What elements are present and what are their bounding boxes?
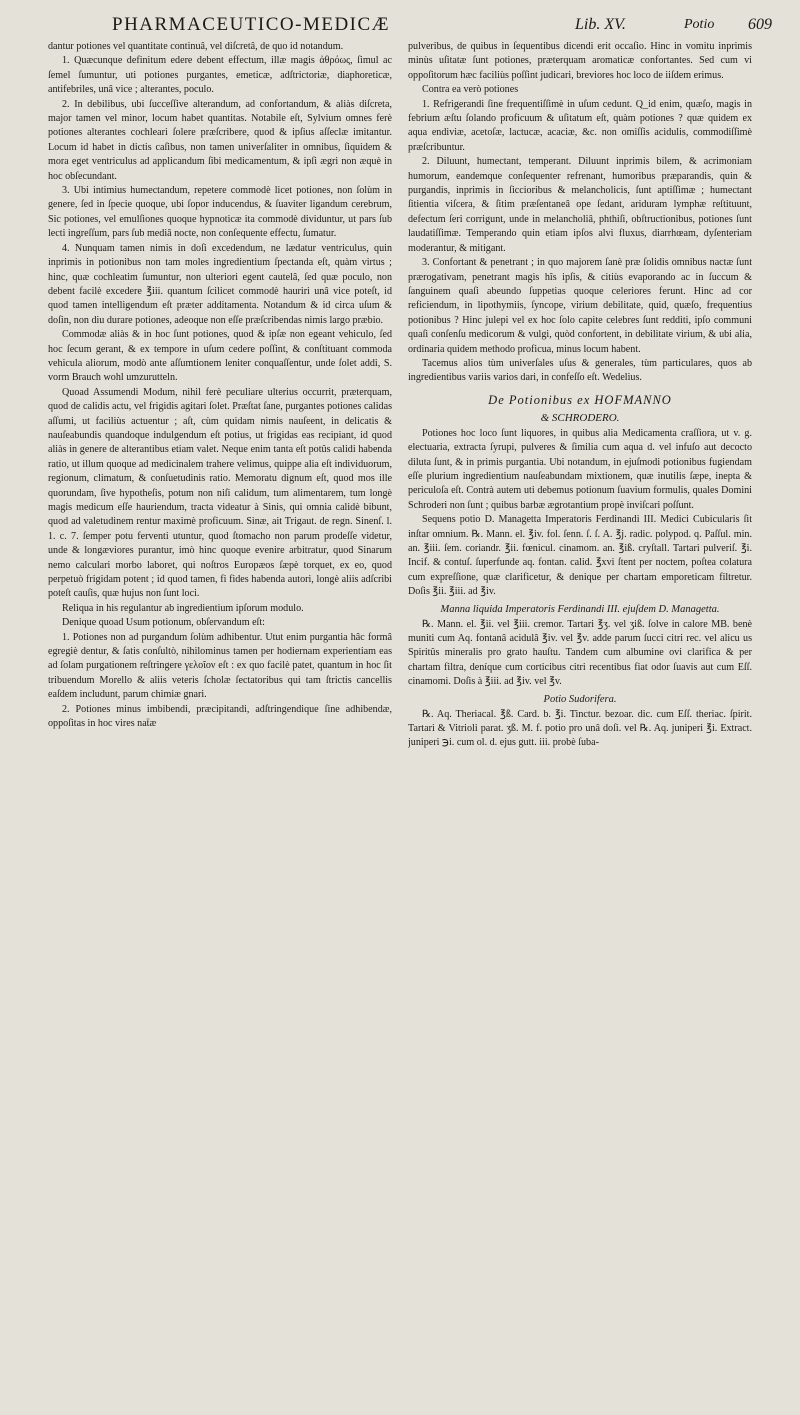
paragraph: 1. Quæcunque definitum edere debent effectum, illæ magis ἀθρόως, ſimul ac ſemel ſumuntur, uti potiones purgantes, emeticæ, adſtrictoriæ, diaphoreticæ, antifebriles, unâ vice ; alterantes, poculo. bbox=[48, 55, 392, 96]
paragraph: Quoad Assumendi Modum, nihil ferè peculiare ulterius occurrit, præterquam, quod de calidis actu, vel frigidis agitari ſolet. Præſtat ſane, purgantes potiones calidas aſſumi, ut faciliùs actuentur ; aſt, cùm quidam nimis nauſeent, in delicatis & nauſeabundis quandoque indulgendum eſt potius, ut frigidas eas recipiant, id quod aliàs in genere de alterantibus etiam valet. Neque enim tanta eſt potûs calidi habenda ratio, ut illum quoque ad medicinalem trahere velimus, quippe alia eſt individuorum, regionum, climatum, & conſuetudinis ratio. Memoratu dignum eſt, quod mos ille quorundam, ſive hypotheſis, potum non niſi calidum, tum alimentarem, tum longè magis medicum eſſe hauriendum, tracta videatur à Sinis, qui omnia calidè bibunt, quod ad valetudinem rentur maximè proficuum. Sinæ, ait Trigaut. de regn. Sinenſ. l. 1. c. 7. ſemper potu ferventi utuntur, quod ſtomacho non parum prodeſſe videtur, unde & longæviores purantur, imò hinc quoque evenire arbitratur, quod Sinarum nemo calculari morbo laboret, qui noſtros Europæos ſæpè torquet, ex eo, quod perpetuò frigidam potent ; id quod tamen, fi fides habenda autori, longè aliis adſcribi poteſt cauſis, quæ hujus non ſunt loci. bbox=[48, 386, 392, 600]
paragraph: Potiones hoc loco ſunt liquores, in quibus alia Medicamenta craſſiora, ut v. g. electuaria, extracta ſyrupi, pulveres & ſimilia cum aqua d. vel infuſo aut decocto diluta ſunt, & in primis purgantia. Ubi notandum, in ejuſmodi potionibus fugiendam eſſe plurium ingredientium nauſeabundam mixtionem, quæ inutilis ſæpe, inepta & periculoſa eſt. Contrà autem uti debemus potionum ſuavium formulis, quales Domini Schroderi non ſunt ; quibus barbæ ægrotantium propè inviſcari poſſunt. bbox=[408, 427, 752, 511]
running-title: PHARMACEUTICO-MEDICÆ bbox=[112, 14, 391, 35]
paragraph: Contra ea verò potiones bbox=[422, 84, 519, 96]
page-header bbox=[0, 14, 800, 40]
page-number: 609 bbox=[748, 16, 772, 33]
paragraph: 3. Confortant & penetrant ; in quo majorem ſanè præ ſolidis omnibus nactæ ſunt prærogativam, penetrant magis hîs ipſis, & citiùs evaporando ac in ſuccum & ſanguinem quaſi abeundo ſuppetias quoque celeriores ferunt. Hinc ad cor reficiendum, in lipothymiis, ſyncope, virium debilitate, quid, quæſo, frequentius potionibus ? Hinc julepi vel ex hoc ſolo capite celebres ſunt redditi, ipſo communi quaſi conſenſu medicorum & vulgi, quòd confortent, in debilitate virium, & ubi alia, ordinaria quidem methodo proficua, minus locum habent. bbox=[408, 257, 752, 355]
paragraph: 1. Refrigerandi ſine frequentiſſimè in uſum cedunt. Q_id enim, quæſo, magis in febrium æſtu ſolando proficuum & uſitatum eſt, quàm potiones ? quæ quidem ex aqua endiviæ, acetoſæ, lactucæ, acaciæ, &c. non omiſſis acidulis, commodiſſimè præſcribuntur. bbox=[408, 98, 752, 153]
paragraph: Denique quoad Usum potionum, obſervandum eſt: bbox=[62, 617, 265, 629]
section-heading: De Potionibus ex HOFMANNO bbox=[488, 392, 672, 407]
section-catchword: Potio bbox=[684, 17, 715, 32]
paragraph: 1. Potiones non ad purgandum ſolùm adhibentur. Utut enim purgantia hâc formâ egregiè dentur, & ſatis conſultò, nihilominus tamen per hodiernam experientiam eas ad ſolam purgationem reſtringere γελοῖον eſt : ex quo facilè patet, quantum in hoc ſit tribuendum Morello & aliis veteris ſcholæ ſectatoribus qui tam ſtrictis cancellis eaſdem includunt, parum chimiæ gnari. bbox=[48, 631, 392, 701]
paragraph: 2. In debilibus, ubi ſucceſſive alterandum, ad confortandum, & aliàs diſcreta, major tamen vel minor, locum habet quantitas. Notabile eſt, Sylvium omnes ferè potiones alterantes cochleari ſolere præſcribere, quod & ipſius aſſeclæ imitantur. Locum id habet in dictis caſibus, non tamen univerſaliter in omnibus, ſiquidem & mora eget ventriculus ad applicandum ſibi medicamentum, & ipſi ægri non æquè in hoc obſecundant. bbox=[48, 98, 392, 182]
book-number: Lib. XV. bbox=[575, 16, 626, 33]
paragraph: Reliqua in his regulantur ab ingredientium ipſorum modulo. bbox=[62, 602, 304, 614]
paragraph: ℞. Aq. Theriacal. ℥ß. Card. b. ℥i. Tinctur. bezoar. dic. cum Eſſ. theriac. ſpirit. Tartari & Vitrioli parat. ʒß. M. f. potio pro unâ doſi. vel ℞. Aq. juniperi ℥i. Extract. juniperi ℈i. cum ol. d. ejus gutt. iii. probè ſuba- bbox=[408, 708, 752, 749]
right-column bbox=[408, 40, 752, 1405]
paragraph: 4. Nunquam tamen nimis in doſi excedendum, ne lædatur ventriculus, quin inprimis in potionibus non tam moles ingredientium ſpectanda eſt, quàm virtus ; hinc, quæ cochleatim ſumuntur, non ulteriori egent cautelâ, ſed quæ poculo, non debent facilè excedere ℥iii. quantum ſcilicet commodè hauriri unâ vice poteſt, id quod tamen intelligendum eſt præter additamenta. Notandum & id circa uſum & doſin, non diu durare potiones, adeoque non eſſe præſcribendas nimis largo præbio. bbox=[48, 242, 392, 326]
section-subheading: & SCHRODERO. bbox=[540, 411, 620, 424]
paragraph: pulveribus, de quibus in ſequentibus dicendi erit occaſio. Hinc in vomitu inprimis minùs uſitatæ ſunt potiones, præterquam aromaticæ confortantes. Sed cum vi oppoſitorum hæc faciliùs poſſint judicari, breviores hoc loco de iiſdem erimus. bbox=[408, 41, 752, 81]
paragraph: dantur potiones vel quantitate continuâ, vel diſcretâ, de quo id notandum. bbox=[48, 41, 344, 52]
paragraph: Tacemus alios tùm univerſales uſus & generales, tùm particulares, quos ab ingredientibus variis varios dari, in confeſſo eſt. Wedelius. bbox=[408, 357, 752, 384]
paragraph: ℞. Mann. el. ℥ii. vel ℥iii. cremor. Tartari ℥ʒ. vel ʒiß. ſolve in calore MB. benè muniti cum Aq. fontanâ acidulâ ℥iv. vel ℥v. adde parum ſucci citri rec. vel alicu us Spiritûs mineralis pro grato hauſtu. Tandem cum albumine ovi clarifica & per chartam filtra, deníque cum corticibus citri recentibus fiat odor ſuavis aut cum Eſſ. cinamomi. Doſis à ℥iii. ad ℥iv. vel ℥v. bbox=[408, 618, 752, 688]
paragraph: 2. Potiones minus imbibendi, præcipitandi, adſtringendique ſine adhibendæ, oppoſitas in hoc vires naẗæ bbox=[48, 703, 392, 730]
left-column bbox=[48, 40, 392, 1405]
paragraph: 2. Diluunt, humectant, temperant. Diluunt inprimis bilem, & acrimoniam humorum, eandemque conſequenter refrenant, humoribus præparandis, quin & purgandis, inprimis in ſiccioribus & melancholicis, ſunt aptiſſimæ ; humectant ſitientia viſcera, & ſitim præſentaneâ ope ſedant, ariduram lymphæ reſtituunt, defectum ſeri corrigunt, unde in melancholiâ, phthiſi, obſtructionibus, potiones ſunt laudatiſſimæ. Temperando quin etiam ipſos alvi fluxus, diarrhœam, dyſenteriam moderantur, & mitigant. bbox=[408, 156, 752, 254]
paragraph: 3. Ubi intimius humectandum, repetere commodè licet potiones, non ſolùm in genere, ſed in ſpecie quoque, ubi ſopor inducendus, & ſuaviter ligandum cerebrum, Sic potiones, vel emulſiones quoque hypnoticæ ita commodè dividuntur, ut pars ſub lecti ingreſſum, pars ſub mediâ nocte, non conſequente effectu, ſumatur. bbox=[48, 185, 392, 240]
paragraph: Commodæ aliàs & in hoc ſunt potiones, quod & ipſæ non egeant vehiculo, ſed hoc ſecum gerant, & ex tempore in uſum cedere poſſint, & conſtituant commoda vehicula aliorum, modò ante aſſumtionem leniter conquaſſentur, unde ſolet addi, S. vorm Brauch wohl umzurutteln. bbox=[48, 329, 392, 384]
paragraph: Sequens potio D. Managetta Imperatoris Ferdinandi III. Medici Cubicularis ſit inſtar omnium. ℞. Mann. el. ℥iv. fol. ſenn. ſ. ſ. A. ℥j. radic. polypod. q. Paſſul. min. an. ℥iii. ſem. coriandr. ℥ii. fœnicul. cinamom. an. ℥iß. cryſtall. Tartari pulveriſ. ℥i. Incif. & contuſ. ſuperfunde aq. fontan. calid. ℥xvi ſtent per noctem, poſtea colatura cum expreſſione, quæ clarificetur, & denique per chartam emporeticam filtretur. Doſis ℥ii. ℥iii. ad ℥iv. bbox=[408, 514, 752, 598]
recipe-heading: Potio Sudorifera. bbox=[543, 693, 617, 705]
recipe-heading: Manna liquida Imperatoris Ferdinandi III. ejuſdem D. Managetta. bbox=[440, 603, 720, 615]
